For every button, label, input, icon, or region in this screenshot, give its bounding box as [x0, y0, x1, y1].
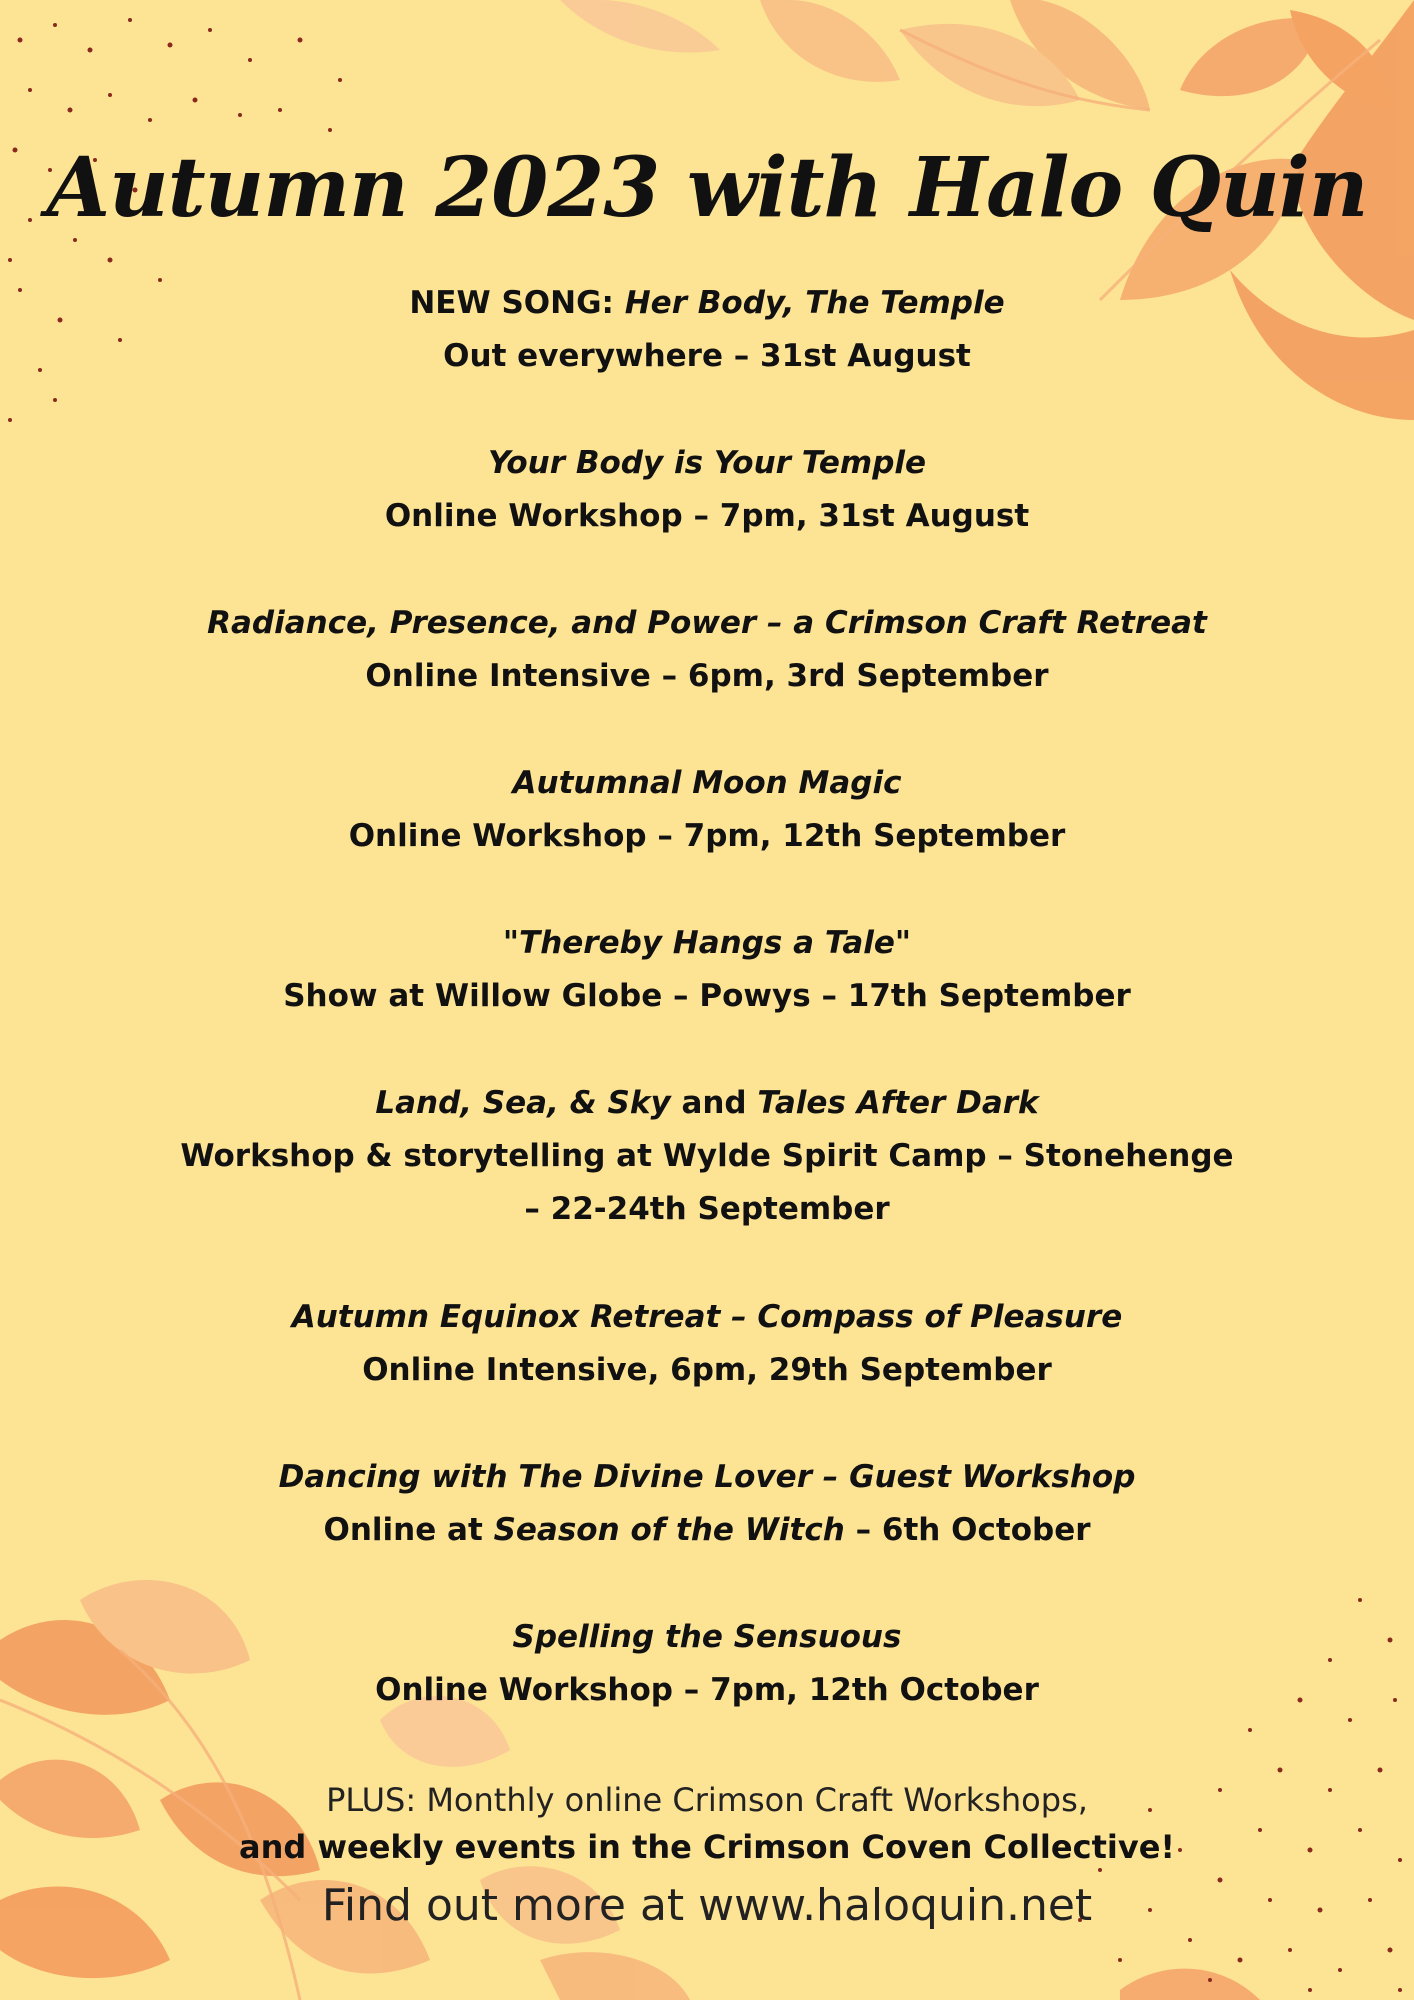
- event-detail: Online Workshop – 7pm, 12th September: [348, 818, 1066, 854]
- weekly-note: and weekly events in the Crimson Coven Collective!: [239, 1828, 1175, 1866]
- event-title: Autumnal Moon Magic: [512, 765, 902, 801]
- event-item: [0, 1291, 1414, 1397]
- event-item: [0, 757, 1414, 863]
- event-title: "Thereby Hangs a Tale": [502, 925, 912, 961]
- event-detail: Show at Willow Globe – Powys – 17th September: [283, 978, 1131, 1014]
- event-detail: Online Workshop – 7pm, 12th October: [375, 1672, 1039, 1708]
- poster-title: Autumn 2023 with Halo Quin: [46, 140, 1368, 236]
- event-detail: Online Intensive, 6pm, 29th September: [362, 1352, 1052, 1388]
- event-item: [0, 1451, 1414, 1557]
- event-title: Spelling the Sensuous: [512, 1619, 902, 1655]
- event-detail-continued: – 22-24th September: [524, 1191, 890, 1227]
- event-detail: Online Intensive – 6pm, 3rd September: [365, 658, 1049, 694]
- website-footer: Find out more at www.haloquin.net: [321, 1880, 1093, 1931]
- event-detail: Out everywhere – 31st August: [443, 338, 971, 374]
- event-item: [0, 1611, 1414, 1717]
- event-item: [0, 597, 1414, 703]
- event-detail: Workshop & storytelling at Wylde Spirit Camp – Stonehenge: [180, 1138, 1234, 1174]
- event-item: [0, 277, 1414, 383]
- event-title: NEW SONG: Her Body, The Temple: [409, 285, 1005, 321]
- event-detail: Online at Season of the Witch – 6th October: [323, 1512, 1091, 1548]
- event-title: Your Body is Your Temple: [487, 445, 927, 481]
- event-item: [0, 917, 1414, 1023]
- event-title: Land, Sea, & Sky and Tales After Dark: [375, 1085, 1039, 1121]
- event-detail: Online Workshop – 7pm, 31st August: [384, 498, 1030, 534]
- event-title: Radiance, Presence, and Power – a Crimson Craft Retreat: [207, 605, 1207, 641]
- event-item: [0, 437, 1414, 543]
- plus-note: PLUS: Monthly online Crimson Craft Workshops,: [326, 1781, 1088, 1819]
- event-item: [0, 1077, 1414, 1236]
- event-title: Dancing with The Divine Lover – Guest Workshop: [278, 1459, 1136, 1495]
- event-title: Autumn Equinox Retreat – Compass of Pleasure: [291, 1299, 1123, 1335]
